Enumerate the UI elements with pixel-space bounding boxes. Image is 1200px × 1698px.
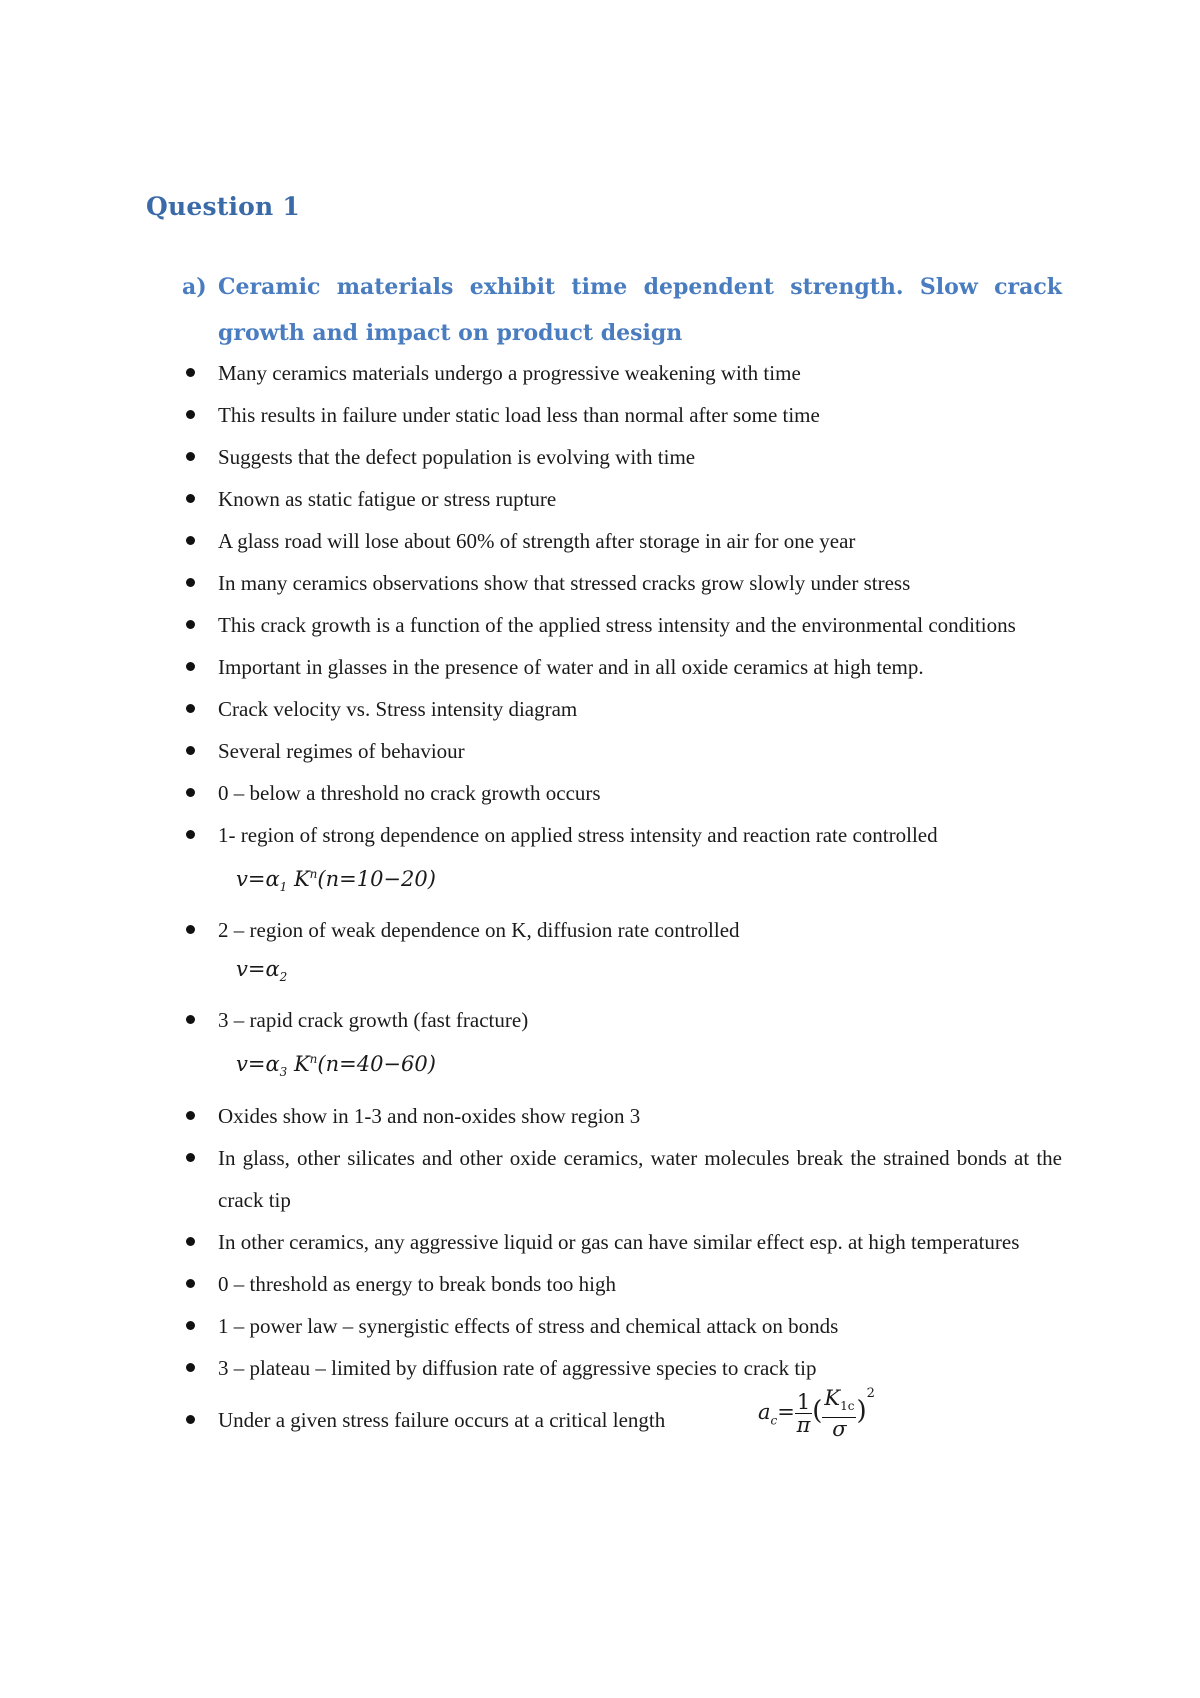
list-item: Known as static fatigue or stress rupture	[182, 478, 1062, 520]
bullet-icon	[186, 662, 195, 671]
list-item: In other ceramics, any aggressive liquid or gas can have similar effect esp. at high temperatures	[182, 1221, 1062, 1263]
list-item: This results in failure under static load less than normal after some time	[182, 394, 1062, 436]
formula-region1: $v=\alpha_1$ $K^n(n=10-20)$	[236, 867, 436, 895]
bullet-icon	[186, 620, 195, 629]
bullet-icon	[186, 1153, 195, 1162]
subquestion-label: a)	[182, 274, 207, 300]
subquestion-title-line1: Ceramic materials exhibit time dependent strength. Slow crack	[218, 274, 1062, 300]
bullet-icon	[186, 1279, 195, 1288]
list-item: 0 – below a threshold no crack growth occurs	[182, 772, 1062, 814]
list-item: 3 – plateau – limited by diffusion rate of aggressive species to crack tip	[182, 1347, 1062, 1389]
list-item: 3 – rapid crack growth (fast fracture)	[182, 999, 1062, 1041]
list-item: In glass, other silicates and other oxide ceramics, water molecules break the strained bonds at the crack tip	[182, 1137, 1062, 1221]
list-item: Under a given stress failure occurs at a critical length $a_c=$ $\frac{1}{\pi}$ ( $\frac{K_{1c}}{\sigma}$ )$^2$	[182, 1399, 1062, 1441]
bullet-icon	[186, 1321, 195, 1330]
bullet-icon	[186, 1015, 195, 1024]
bullet-icon	[186, 1363, 195, 1372]
bullet-icon	[186, 368, 195, 377]
bullet-icon	[186, 410, 195, 419]
bullet-icon	[186, 704, 195, 713]
bullet-list	[182, 352, 1062, 1441]
list-item: Crack velocity vs. Stress intensity diagram	[182, 688, 1062, 730]
subquestion-title	[182, 264, 1062, 356]
formula-region2: $v=\alpha_2$	[236, 957, 288, 985]
list-item: 0 – threshold as energy to break bonds too high	[182, 1263, 1062, 1305]
list-item: Several regimes of behaviour	[182, 730, 1062, 772]
list-item: In many ceramics observations show that stressed cracks grow slowly under stress	[182, 562, 1062, 604]
list-item: Important in glasses in the presence of water and in all oxide ceramics at high temp.	[182, 646, 1062, 688]
bullet-icon	[186, 452, 195, 461]
list-item: A glass road will lose about 60% of strength after storage in air for one year	[182, 520, 1062, 562]
list-item: Many ceramics materials undergo a progressive weakening with time	[182, 352, 1062, 394]
list-item: Suggests that the defect population is evolving with time	[182, 436, 1062, 478]
list-item: This crack growth is a function of the applied stress intensity and the environmental conditions	[182, 604, 1062, 646]
bullet-icon	[186, 536, 195, 545]
subquestion-title-line2: growth and impact on product design	[218, 320, 683, 346]
bullet-icon	[186, 1237, 195, 1246]
bullet-icon	[186, 788, 195, 797]
bullet-icon	[186, 830, 195, 839]
bullet-icon	[186, 925, 195, 934]
bullet-icon	[186, 1415, 195, 1424]
formula-region3: $v=\alpha_3$ $K^n(n=40-60)$	[236, 1052, 436, 1080]
critical-length-formula: $a_c=$ $\frac{1}{\pi}$ ( $\frac{K_{1c}}{\sigma}$ )$^2$	[758, 1385, 875, 1441]
page-heading: Question 1	[146, 192, 300, 221]
list-item: Oxides show in 1-3 and non-oxides show region 3	[182, 1095, 1062, 1137]
list-item: 1- region of strong dependence on applied stress intensity and reaction rate controlled	[182, 814, 1062, 856]
list-item: 2 – region of weak dependence on K, diffusion rate controlled	[182, 909, 1062, 951]
bullet-icon	[186, 1111, 195, 1120]
bullet-icon	[186, 494, 195, 503]
bullet-icon	[186, 578, 195, 587]
list-item: 1 – power law – synergistic effects of stress and chemical attack on bonds	[182, 1305, 1062, 1347]
bullet-icon	[186, 746, 195, 755]
